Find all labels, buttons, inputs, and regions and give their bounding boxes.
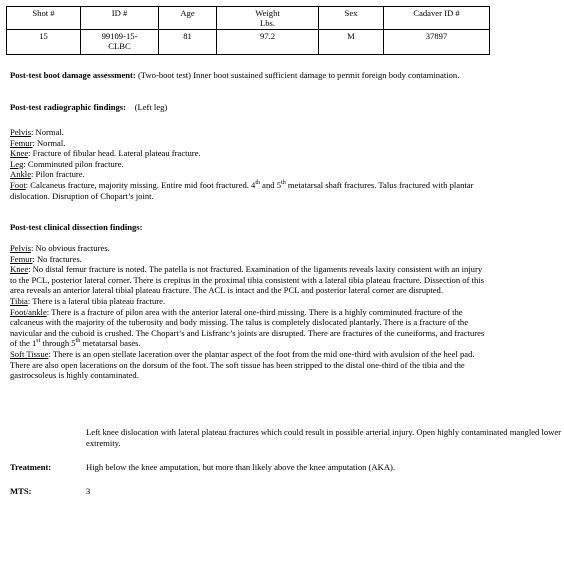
header-shot: Shot # xyxy=(7,7,81,30)
mts-value: 3 xyxy=(86,486,91,496)
radio-femur-line xyxy=(10,138,488,149)
radio-leg-text: : Comminuted pilon fracture. xyxy=(23,158,124,169)
radio-knee-line xyxy=(10,148,488,159)
header-sex: Sex xyxy=(319,7,384,30)
clin-pelvis-label: Pelvis xyxy=(10,243,32,253)
clin-soft-tissue-text: : There is an open stellate laceration over the plantar aspect of the foot from the mid one-third with avulsion of the heel pad. There are also open lacerations on the dorsum of the foot. The soft tissue has been stripped to the distal one-third of the tibia and the gastrocsoleus is highly contaminated. xyxy=(10,348,475,381)
boot-damage-text: (Two-boot test) Inner boot sustained sufficient damage to permit foreign body contamination. xyxy=(135,70,460,80)
clin-tibia-label: Tibia xyxy=(10,295,28,306)
clinical-findings xyxy=(10,243,488,381)
assessment-section xyxy=(10,427,564,448)
radio-knee-label: Knee xyxy=(10,148,29,159)
radio-foot-sup-1: th xyxy=(255,180,261,187)
assessment-text: Left knee dislocation with lateral plateau fractures which could result in possible arterial injury. Open highly contaminated mangled lower extremity. xyxy=(86,427,562,448)
radiographic-heading xyxy=(10,102,488,113)
cell-age: 81 xyxy=(159,30,217,55)
radio-foot-line xyxy=(10,180,488,201)
treatment-section xyxy=(10,462,488,473)
header-id: ID # xyxy=(81,7,159,30)
clin-footankle-text-c: metatarsal bases. xyxy=(80,338,141,349)
cell-shot: 15 xyxy=(7,30,81,55)
radio-leg-label: Leg xyxy=(10,158,24,169)
radio-pelvis-line xyxy=(10,127,488,138)
radio-leg-line xyxy=(10,159,488,170)
treatment-text: High below the knee amputation, but more than likely above the knee amputation (AKA). xyxy=(86,462,396,472)
clin-footankle-paragraph xyxy=(10,307,488,349)
assessment-label xyxy=(10,427,86,438)
radio-foot-text-a: : Calcaneus fracture, majority missing. Entire mid foot fractured. 4 xyxy=(25,179,256,190)
cell-weight: 97.2 xyxy=(217,30,319,55)
radio-knee-text: : Fracture of fibular head. Lateral plateau fracture. xyxy=(28,148,201,159)
radio-pelvis-text: : Normal. xyxy=(31,127,64,137)
clin-knee-paragraph xyxy=(10,264,488,296)
radio-foot-text-c: metatarsal shaft fractures. Talus fractured with plantar dislocation. Disruption of Chopart’s joint. xyxy=(10,179,474,201)
clin-tibia-line xyxy=(10,296,488,307)
radio-pelvis-label: Pelvis xyxy=(10,127,32,137)
table-header-row xyxy=(7,7,490,30)
mts-label: MTS: xyxy=(10,486,32,496)
radio-ankle-text: : Pilon fracture. xyxy=(31,169,85,180)
radiographic-findings xyxy=(10,127,488,201)
radiographic-side: (Left leg) xyxy=(134,102,168,112)
radio-ankle-line xyxy=(10,169,488,180)
cell-id: 99109-15- CLBC xyxy=(81,30,159,55)
radio-foot-label: Foot xyxy=(10,179,26,190)
clin-footankle-text-b: through 5 xyxy=(40,338,76,349)
header-weight: Weight Lbs. xyxy=(217,7,319,30)
cell-cadaver-id: 37897 xyxy=(384,30,490,55)
clinical-label: Post-test clinical dissection findings: xyxy=(10,222,143,232)
header-cadaver-id: Cadaver ID # xyxy=(384,7,490,30)
clin-soft-tissue-paragraph xyxy=(10,349,488,381)
radio-ankle-label: Ankle xyxy=(10,169,32,180)
clinical-heading xyxy=(10,222,488,233)
clin-femur-line xyxy=(10,254,488,265)
clin-pelvis-line xyxy=(10,243,488,254)
clin-femur-text: : No fractures. xyxy=(32,253,82,264)
header-age: Age xyxy=(159,7,217,30)
radio-femur-label: Femur xyxy=(10,137,33,148)
radio-foot-sup-2: th xyxy=(281,180,286,187)
clin-soft-tissue-label: Soft Tissue xyxy=(10,348,49,359)
mts-section xyxy=(10,486,488,497)
boot-damage-label: Post-test boot damage assessment: xyxy=(10,70,136,80)
radio-femur-text: : Normal. xyxy=(32,137,66,148)
clin-footankle-sup-2: th xyxy=(75,338,81,345)
table-row xyxy=(7,30,490,55)
radiographic-label: Post-test radiographic findings: xyxy=(10,102,127,112)
clin-tibia-text: : There is a lateral tibia plateau fracture. xyxy=(27,295,166,306)
clin-footankle-text-a: : There is a fracture of pilon area with the anterior lateral one-third missing. There is a highly comminuted fracture of the calcaneus with the majority of the tuberosity and body missing. The talus is completely dislocated plantarly. There is a fracture of the navicular and the cuboid is crushed. The Chopart’s and Lisfranc’s joints are disrupted. There are fractures of the cuneiforms, and fractures of the 1 xyxy=(10,306,485,349)
clin-knee-label: Knee xyxy=(10,264,29,275)
clin-pelvis-text: : No obvious fractures. xyxy=(31,243,110,253)
treatment-label: Treatment: xyxy=(10,462,52,472)
radio-foot-text-b: and 5 xyxy=(260,179,282,190)
clin-footankle-sup-1: st xyxy=(36,338,41,345)
subject-info-table xyxy=(6,6,490,55)
clin-femur-label: Femur xyxy=(10,253,33,264)
cell-sex: M xyxy=(319,30,384,55)
clin-footankle-label: Foot/ankle xyxy=(10,306,47,317)
clin-knee-text: : No distal femur fracture is noted. The patella is not fractured. Examination of the ligaments reveals laxity consistent with an injury to the PCL, posterior lateral corner. There is crepitus in the proximal tibia consistent with a lateral tibia plateau fracture. Dissection of this area reveals an anterior lateral tibial plateau fracture. The ACL is intact and the PCL and posterior lateral corner are disrupted. xyxy=(10,264,485,296)
boot-damage-paragraph xyxy=(10,70,488,81)
